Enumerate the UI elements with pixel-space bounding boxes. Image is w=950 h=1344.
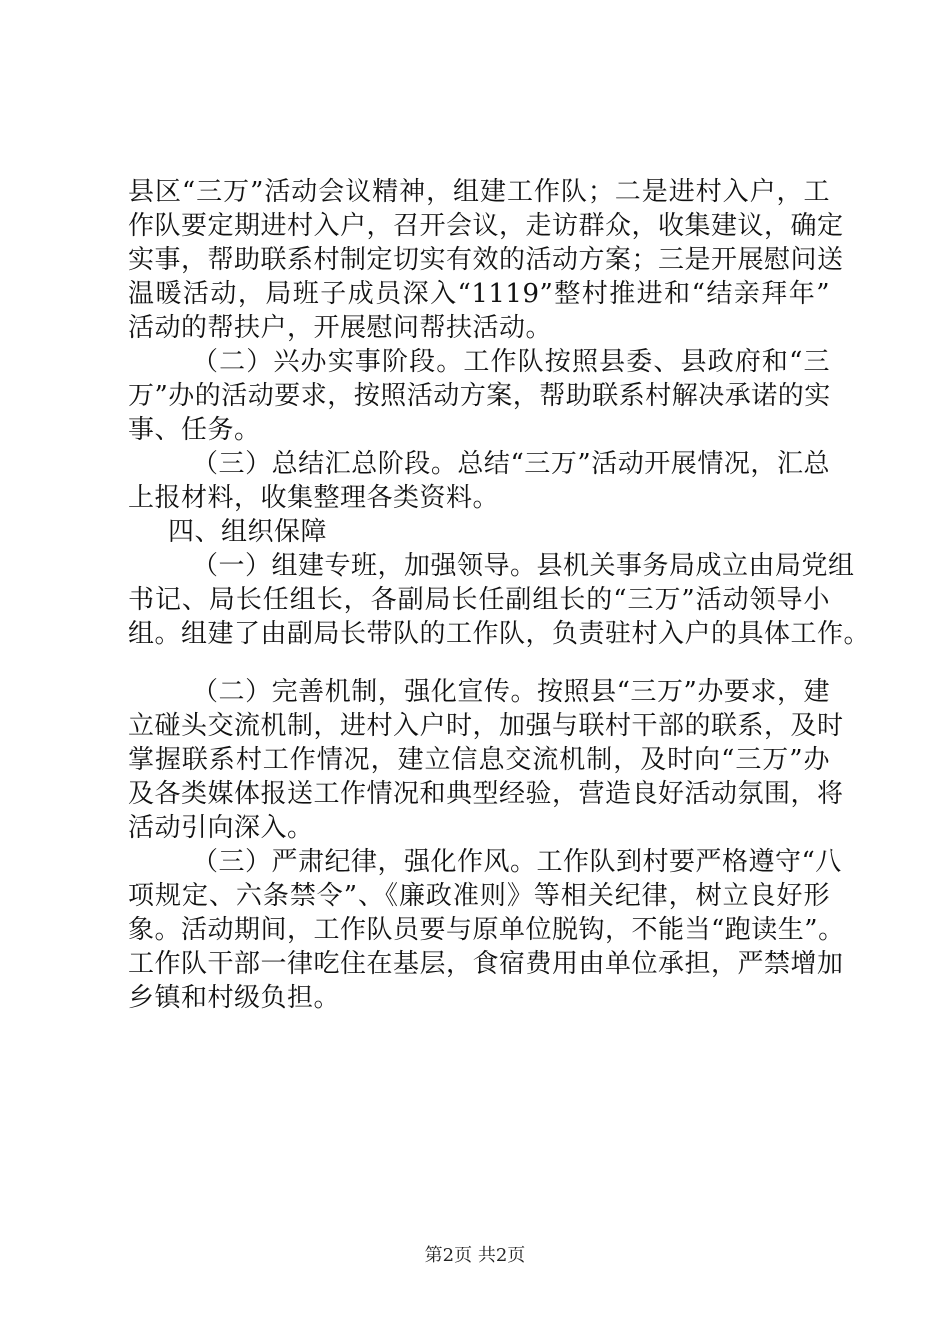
text-line: 工作队干部一律吃住在基层，食宿费用由单位承担，严禁增加 [128, 949, 844, 979]
text-line: 活动引向深入。 [128, 813, 314, 843]
text-line: 县区“三万”活动会议精神，组建工作队；二是进村入户，工 [128, 177, 830, 207]
document-body [128, 175, 871, 1015]
text-line: 乡镇和村级负担。 [128, 983, 341, 1013]
text-line: 立碰头交流机制，进村入户时，加强与联村干部的联系，及时 [128, 711, 844, 741]
text-line: 万”办的活动要求，按照活动方案，帮助联系村解决承诺的实 [128, 381, 831, 411]
text-line: 组。组建了由副局长带队的工作队，负责驻村入户的具体工作。 [128, 619, 871, 649]
text-line: （三）严肃纪律，强化作风。工作队到村要严格遵守“八 [192, 847, 842, 877]
text-line: 掌握联系村工作情况，建立信息交流机制，及时向“三万”办 [128, 745, 830, 775]
text-line: （二）兴办实事阶段。工作队按照县委、县政府和“三 [192, 347, 830, 377]
text-line: 作队要定期进村入户，召开会议，走访群众，收集建议，确定 [128, 211, 844, 241]
text-line: 实事，帮助联系村制定切实有效的活动方案；三是开展慰问送 [128, 245, 844, 275]
text-line: 温暖活动，局班子成员深入“1119”整村推进和“结亲拜年” [128, 279, 830, 309]
text-line: （三）总结汇总阶段。总结“三万”活动开展情况，汇总 [192, 449, 830, 479]
text-line: （一）组建专班，加强领导。县机关事务局成立由局党组 [192, 551, 855, 581]
text-line: 事、任务。 [128, 415, 261, 445]
text-line: 象。活动期间，工作队员要与原单位脱钩，不能当“跑读生”。 [128, 915, 845, 945]
text-line: 活动的帮扶户，开展慰问帮扶活动。 [128, 313, 553, 343]
text-line: 项规定、六条禁令”、《廉政准则》等相关纪律，树立良好形 [128, 881, 830, 911]
paragraph-gap [128, 651, 830, 675]
section-heading: 四、组织保障 [168, 517, 328, 547]
text-line: （二）完善机制，强化宣传。按照县“三万”办要求，建 [192, 677, 830, 707]
text-line: 书记、局长任组长，各副局长任副组长的“三万”活动领导小 [128, 585, 830, 615]
page-footer: 第2页 共2页 [424, 1245, 526, 1266]
text-line: 上报材料，收集整理各类资料。 [128, 483, 500, 513]
text-line: 及各类媒体报送工作情况和典型经验，营造良好活动氛围，将 [128, 779, 844, 809]
